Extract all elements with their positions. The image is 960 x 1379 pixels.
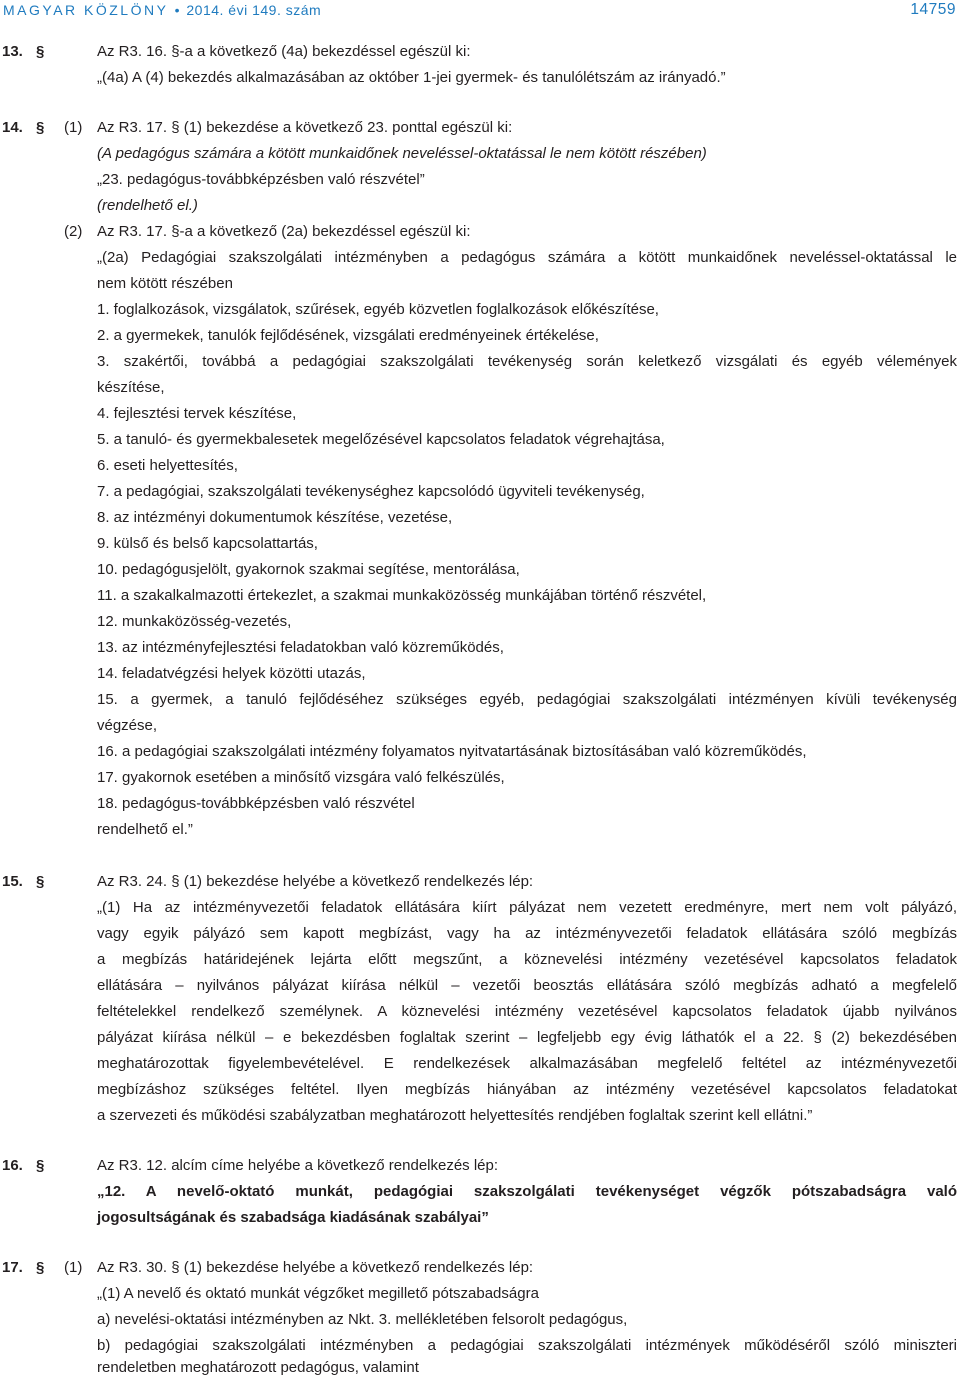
s15-body-line: meghatározottak figyelembevételével. E rendelkezések alkalmazásában megfelelő feltétel az intézményvezetői: [97, 1055, 957, 1072]
list-item: 9. külső és belső kapcsolattartás,: [97, 535, 318, 552]
s14-line-4: (rendelhető el.): [97, 197, 198, 214]
s17-line-2: „(1) A nevelő és oktató munkát végzőket megillető pótszabadságra: [97, 1285, 539, 1302]
page-number: 14759: [910, 1, 956, 18]
list-item: 14. feladatvégzési helyek közötti utazás,: [97, 665, 366, 682]
s15-body-line: a szervezeti és működési szabályzatban meghatározott helyettesítés rendjében foglaltak szerint kell ellátni.”: [97, 1107, 813, 1124]
s15-body-line: megbízáshoz szükséges feltétel. Ilyen megbízás hiányában az intézmény vezetésével kapcsolatos feladatokat: [97, 1081, 957, 1098]
list-item: 12. munkaközösség-vezetés,: [97, 613, 292, 630]
s15-body-line: pályázat kiírása nélkül – e bekezdésben foglaltak szerint – legfeljebb egy évig láthatók el a 22. § (2) bekezdésében: [97, 1029, 957, 1046]
section-number-14: 14.: [2, 119, 23, 136]
list-item: 8. az intézményi dokumentumok készítése, vezetése,: [97, 509, 453, 526]
journal-name: MAGYAR KÖZLÖNY: [3, 2, 169, 18]
section-number-15: 15.: [2, 873, 23, 890]
s13-line-1: Az R3. 16. §-a a következő (4a) bekezdéssel egészül ki:: [97, 43, 471, 60]
s17-line-5: rendeletben meghatározott pedagógus, valamint: [97, 1359, 419, 1376]
s17-line-3: a) nevelési-oktatási intézményben az Nkt. 3. mellékletében felsorolt pedagógus,: [97, 1311, 628, 1328]
list-item: 17. gyakornok esetében a minősítő vizsgára való felkészülés,: [97, 769, 505, 786]
s14-line-5: Az R3. 17. §-a a következő (2a) bekezdéssel egészül ki:: [97, 223, 471, 240]
section-number-16: 16.: [2, 1157, 23, 1174]
s15-body-line: „(1) Ha az intézményvezetői feladatok ellátására kiírt pályázat nem vezetett eredményre, mert nem volt pályázó,: [97, 899, 957, 916]
s17-line-4: b) pedagógiai szakszolgálati intézményben a pedagógiai szakszolgálati intézmények működéséről szóló miniszteri: [97, 1337, 957, 1354]
s14-line-6: „(2a) Pedagógiai szakszolgálati intézményben a pedagógus számára a kötött munkaidőnek neveléssel-oktatással le: [97, 249, 957, 266]
s14-line-7: nem kötött részében: [97, 275, 233, 292]
s14-subsection-1: (1): [64, 119, 83, 136]
s14-line-1: Az R3. 17. § (1) bekezdése a következő 23. ponttal egészül ki:: [97, 119, 513, 136]
section-number-17: 17.: [2, 1259, 23, 1276]
header-bullet: •: [174, 2, 180, 18]
list-item: 13. az intézményfejlesztési feladatokban való közreműködés,: [97, 639, 504, 656]
s15-body-line: ellátására – nyilvános pályázat kiírása nélkül – vezetői beosztás ellátására szóló megbízás adható a megfelelő: [97, 977, 957, 994]
s13-line-2: „(4a) A (4) bekezdés alkalmazásában az október 1-jei gyermek- és tanulólétszám az irányadó.”: [97, 69, 726, 86]
s14-line-3: „23. pedagógus-továbbképzésben való részvétel”: [97, 171, 425, 188]
list-item: 3. szakértői, továbbá a pedagógiai szakszolgálati tevékenység során keletkező vizsgálati és egyéb vélemények: [97, 353, 957, 370]
s14-subsection-2: (2): [64, 223, 83, 240]
page-header: [0, 0, 960, 26]
section-number-13: 13.: [2, 43, 23, 60]
section-sign-15: §: [36, 873, 45, 890]
s15-line-1: Az R3. 24. § (1) bekezdése helyébe a következő rendelkezés lép:: [97, 873, 534, 890]
list-item: végzése,: [97, 717, 158, 734]
list-item: 18. pedagógus-továbbképzésben való részvétel: [97, 795, 415, 812]
list-item: 1. foglalkozások, vizsgálatok, szűrések, egyéb közvetlen foglalkozások előkészítése,: [97, 301, 659, 318]
section-sign-14: §: [36, 119, 45, 136]
s15-body-line: a megbízás határidejének lejárta előtt megszűnt, a köznevelési intézmény vezetésével kapcsolatos feladatok: [97, 951, 957, 968]
list-item: 6. eseti helyettesítés,: [97, 457, 238, 474]
section-sign-16: §: [36, 1157, 45, 1174]
issue-label: 2014. évi 149. szám: [186, 2, 322, 18]
s15-body-line: vagy egyik pályázó sem kapott megbízást, vagy ha az intézményvezetői feladatok ellátására szóló megbízás: [97, 925, 957, 942]
s16-title-line-1: „12. A nevelő-oktató munkát, pedagógiai szakszolgálati tevékenységet végzők pótszabadságra való: [97, 1183, 957, 1200]
list-item: 15. a gyermek, a tanuló fejlődéséhez szükséges egyéb, pedagógiai szakszolgálati intézményen kívüli tevékenység: [97, 691, 957, 708]
journal-title: [3, 2, 321, 18]
section-sign-13: §: [36, 43, 45, 60]
list-item: 11. a szakalkalmazotti értekezlet, a szakmai munkaközösség munkájában történő részvétel,: [97, 587, 707, 604]
list-item: 5. a tanuló- és gyermekbalesetek megelőzésével kapcsolatos feladatok végrehajtása,: [97, 431, 665, 448]
s16-line-1: Az R3. 12. alcím címe helyébe a következő rendelkezés lép:: [97, 1157, 499, 1174]
list-item: rendelhető el.”: [97, 821, 193, 838]
list-item: 2. a gyermekek, tanulók fejlődésének, vizsgálati eredményeinek értékelése,: [97, 327, 599, 344]
list-item: 16. a pedagógiai szakszolgálati intézmény folyamatos nyitvatartásának biztosításában való közreműködés,: [97, 743, 807, 760]
s17-subsection-1: (1): [64, 1259, 83, 1276]
list-item: 4. fejlesztési tervek készítése,: [97, 405, 297, 422]
list-item: készítése,: [97, 379, 165, 396]
s16-title-line-2: jogosultságának és szabadsága kiadásának szabályai”: [97, 1209, 489, 1226]
list-item: 7. a pedagógiai, szakszolgálati tevékenységhez kapcsolódó ügyviteli tevékenység,: [97, 483, 645, 500]
section-sign-17: §: [36, 1259, 45, 1276]
s14-line-2: (A pedagógus számára a kötött munkaidőnek neveléssel-oktatással le nem kötött részében): [97, 145, 707, 162]
s17-line-1: Az R3. 30. § (1) bekezdése helyébe a következő rendelkezés lép:: [97, 1259, 534, 1276]
list-item: 10. pedagógusjelölt, gyakornok szakmai segítése, mentorálása,: [97, 561, 520, 578]
s15-body-line: feltételekkel rendelkező személynek. A köznevelési intézmény vezetésével kapcsolatos feladatok újabb nyilvános: [97, 1003, 957, 1020]
